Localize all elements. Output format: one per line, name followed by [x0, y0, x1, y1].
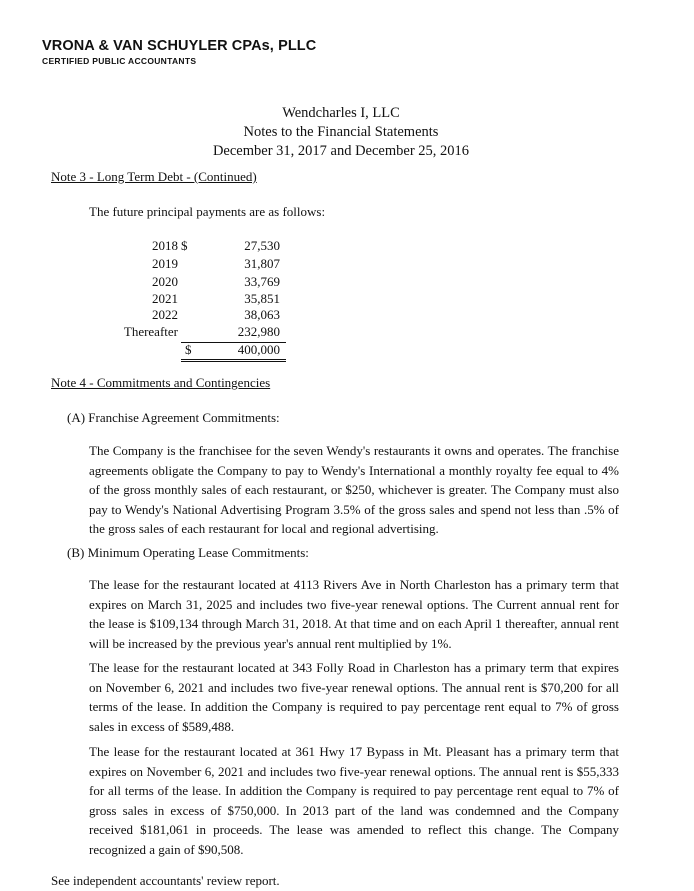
row-amount: 31,807 [244, 256, 280, 271]
firm-name: VRONA & VAN SCHUYLER CPAs, PLLC [42, 38, 317, 54]
firm-subtitle: CERTIFIED PUBLIC ACCOUNTANTS [42, 56, 197, 66]
row-year: 2018 [152, 238, 178, 253]
franchise-heading: (A) Franchise Agreement Commitments: [67, 410, 280, 425]
row-year: 2021 [152, 291, 178, 306]
lease-paragraph-rivers: The lease for the restaurant located at 4113 Rivers Ave in North Charleston has a primary term that expires on March 31, 2025 and includes two five-year renewal options. The Current annual rent for the lease is $109,134 through March 31, 2018. At that time and on each April 1 thereafter, annual rent will be increased by the previous year's annual rent multiplied by 1%. [89, 577, 619, 651]
row-amount: 232,980 [237, 324, 280, 339]
statement-title: Notes to the Financial Statements [243, 124, 439, 140]
note3-heading: Note 3 - Long Term Debt - (Continued) [51, 169, 257, 184]
lease-paragraph-mt-pleasant: The lease for the restaurant located at 361 Hwy 17 Bypass in Mt. Pleasant has a primary term that expires on November 6, 2021 and includes two five-year renewal options. The annual rent is $55,333 for all terms of the lease. In addition the Company is required to pay percentage rent equal to 7% of gross sales in excess of $750,000. In 2013 part of the land was condemned and the Company received $181,061 in proceeds. The lease was amended to reflect this change. The Company recognized a gain of $90,508. [89, 744, 619, 857]
total-currency: $ [185, 342, 192, 357]
total-amount: 400,000 [237, 342, 280, 357]
lease-paragraph-folly: The lease for the restaurant located at 343 Folly Road in Charleston has a primary term that expires on November 6, 2021 and includes two five-year renewal options. The annual rent is $70,200 for all terms of the lease. In addition the Company is required to pay percentage rent equal to 7% of gross sales in excess of $589,488. [89, 660, 619, 734]
franchise-paragraph: The Company is the franchisee for the seven Wendy's restaurants it owns and operates. The franchise agreements obligate the Company to pay to Wendy's International a monthly royalty fee equal to 4% of the gross monthly sales of each restaurant, or $250, whichever is greater. The Company must also pay to Wendy's National Advertising Program 3.5% of the gross sales and spend not less than .5% of the gross sales of each restaurant for local and regional advertising. [89, 443, 619, 536]
row-amount: 27,530 [244, 238, 280, 253]
row-amount: 38,063 [244, 307, 280, 322]
note4-heading: Note 4 - Commitments and Contingencies [51, 375, 271, 390]
row-amount: 35,851 [244, 291, 280, 306]
entity-title: Wendcharles I, LLC [282, 105, 400, 121]
row-year: 2019 [152, 256, 178, 271]
note3-intro: The future principal payments are as follows: [89, 204, 326, 219]
row-year: Thereafter [123, 324, 178, 339]
row-amount: 33,769 [244, 274, 280, 289]
period-title: December 31, 2017 and December 25, 2016 [212, 143, 470, 159]
lease-heading: (B) Minimum Operating Lease Commitments: [67, 545, 309, 560]
row-year: 2022 [152, 307, 178, 322]
row-year: 2020 [152, 274, 178, 289]
footer-review-note: See independent accountants' review report. [51, 873, 280, 888]
row-currency: $ [181, 238, 188, 253]
